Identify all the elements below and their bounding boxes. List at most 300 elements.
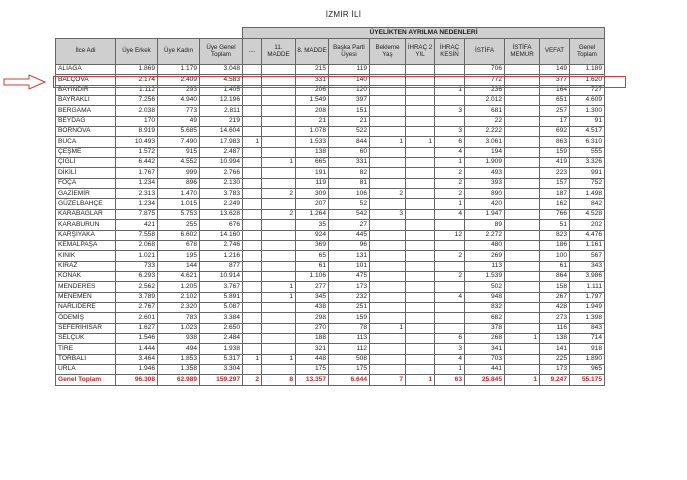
value-cell <box>406 292 435 302</box>
table-row <box>56 106 605 116</box>
value-cell: 101 <box>329 261 370 271</box>
value-cell: 1 <box>262 292 296 302</box>
value-cell <box>370 333 406 343</box>
value-cell: 6.310 <box>570 137 605 147</box>
value-cell <box>370 292 406 302</box>
value-cell: 1.853 <box>158 354 200 364</box>
value-cell: 113 <box>329 333 370 343</box>
value-cell: 773 <box>158 106 200 116</box>
value-cell: 4 <box>435 292 465 302</box>
value-cell: 6.293 <box>116 271 158 281</box>
value-cell: 191 <box>296 168 329 178</box>
value-cell: 1.909 <box>465 158 505 168</box>
value-cell <box>505 271 540 281</box>
value-cell: 3.767 <box>200 282 243 292</box>
value-cell: 173 <box>540 364 570 374</box>
value-cell <box>243 333 262 343</box>
value-cell <box>243 323 262 333</box>
value-cell <box>505 199 540 209</box>
value-cell: 714 <box>570 333 605 343</box>
value-cell: 1.111 <box>570 282 605 292</box>
table-row <box>56 354 605 364</box>
value-cell: 2 <box>435 189 465 199</box>
value-cell: 158 <box>540 282 570 292</box>
table-row <box>56 75 605 85</box>
value-cell <box>262 271 296 281</box>
value-cell: 5.317 <box>200 354 243 364</box>
value-cell: 1.405 <box>200 85 243 95</box>
value-cell: 10.493 <box>116 137 158 147</box>
value-cell: 119 <box>296 178 329 188</box>
value-cell <box>370 302 406 312</box>
value-cell: 1.264 <box>296 209 329 219</box>
value-cell: 1.949 <box>570 302 605 312</box>
value-cell <box>406 230 435 240</box>
value-cell: 1.533 <box>296 137 329 147</box>
table-row <box>56 199 605 209</box>
value-cell <box>370 85 406 95</box>
value-cell <box>262 137 296 147</box>
value-cell: 96 <box>329 240 370 250</box>
district-cell: GAZİEMİR <box>56 189 116 199</box>
value-cell: 1.189 <box>570 65 605 75</box>
value-cell <box>262 302 296 312</box>
value-cell: 844 <box>329 137 370 147</box>
value-cell: 208 <box>296 106 329 116</box>
value-cell: 1 <box>406 137 435 147</box>
value-cell: 17.983 <box>200 137 243 147</box>
value-cell: 843 <box>570 323 605 333</box>
district-cell: KARABAĞLAR <box>56 209 116 219</box>
value-cell: 948 <box>465 292 505 302</box>
value-cell: 1.539 <box>465 271 505 281</box>
district-cell: SEFERİHİSAR <box>56 323 116 333</box>
value-cell <box>505 344 540 354</box>
table-row <box>56 230 605 240</box>
value-cell: 106 <box>329 189 370 199</box>
value-cell: 223 <box>540 168 570 178</box>
value-cell <box>370 313 406 323</box>
value-cell: 331 <box>296 75 329 85</box>
value-cell: 52 <box>329 199 370 209</box>
value-cell: 2.811 <box>200 106 243 116</box>
value-cell <box>262 127 296 137</box>
table-row <box>56 178 605 188</box>
value-cell: 175 <box>329 364 370 374</box>
value-cell: 1 <box>370 137 406 147</box>
value-cell <box>243 251 262 261</box>
value-cell: 5.087 <box>200 302 243 312</box>
value-cell: 144 <box>158 261 200 271</box>
value-cell: 420 <box>465 199 505 209</box>
value-cell: 1.234 <box>116 199 158 209</box>
value-cell: 10.994 <box>200 158 243 168</box>
value-cell <box>262 96 296 106</box>
value-cell: 157 <box>540 178 570 188</box>
table-row <box>56 302 605 312</box>
value-cell: 3.789 <box>116 292 158 302</box>
value-cell: 999 <box>158 168 200 178</box>
value-cell <box>262 199 296 209</box>
value-cell: 555 <box>570 147 605 157</box>
value-cell: 13.357 <box>296 375 329 385</box>
value-cell <box>505 116 540 126</box>
value-cell: 21 <box>296 116 329 126</box>
value-cell <box>370 344 406 354</box>
value-cell <box>370 127 406 137</box>
total-row <box>56 375 605 385</box>
value-cell: 61 <box>296 261 329 271</box>
value-cell: 1.179 <box>158 65 200 75</box>
value-cell: 441 <box>465 364 505 374</box>
value-cell <box>435 220 465 230</box>
value-cell: 2 <box>262 209 296 219</box>
value-cell: 1 <box>435 199 465 209</box>
value-cell: 35 <box>296 220 329 230</box>
value-cell <box>243 302 262 312</box>
value-cell: 965 <box>570 364 605 374</box>
value-cell: 3 <box>435 344 465 354</box>
value-cell <box>370 65 406 75</box>
table-row <box>56 323 605 333</box>
value-cell: 2.130 <box>200 178 243 188</box>
value-cell: 159 <box>329 313 370 323</box>
value-cell <box>370 116 406 126</box>
value-cell: 170 <box>116 116 158 126</box>
district-cell: KİRAZ <box>56 261 116 271</box>
value-cell <box>505 220 540 230</box>
value-cell <box>406 178 435 188</box>
value-cell <box>505 240 540 250</box>
value-cell <box>243 189 262 199</box>
value-cell: 3.783 <box>200 189 243 199</box>
district-cell: BAYRAKLI <box>56 96 116 106</box>
value-cell <box>370 220 406 230</box>
value-cell <box>505 292 540 302</box>
value-cell: 4.528 <box>570 209 605 219</box>
value-cell: 4 <box>435 147 465 157</box>
column-header: İSTİFA MEMUR <box>505 39 540 65</box>
value-cell: 445 <box>329 230 370 240</box>
value-cell: 676 <box>200 220 243 230</box>
value-cell: 493 <box>465 168 505 178</box>
value-cell: 96.308 <box>116 375 158 385</box>
value-cell: 113 <box>465 261 505 271</box>
table-row <box>56 168 605 178</box>
value-cell: 173 <box>329 282 370 292</box>
value-cell: 27 <box>329 220 370 230</box>
value-cell: 1.620 <box>570 75 605 85</box>
value-cell: 682 <box>465 313 505 323</box>
column-header: Genel Toplam <box>570 39 605 65</box>
value-cell: 55.175 <box>570 375 605 385</box>
value-cell: 480 <box>465 240 505 250</box>
value-cell <box>262 168 296 178</box>
value-cell: 4.517 <box>570 127 605 137</box>
value-cell: 219 <box>200 116 243 126</box>
value-cell <box>505 127 540 137</box>
value-cell: 341 <box>465 344 505 354</box>
value-cell: 195 <box>158 251 200 261</box>
value-cell <box>406 323 435 333</box>
value-cell: 12.196 <box>200 96 243 106</box>
value-cell: 25.845 <box>465 375 505 385</box>
value-cell: 377 <box>540 75 570 85</box>
column-header: Üye Genel Toplam <box>200 39 243 65</box>
value-cell <box>406 96 435 106</box>
value-cell: 1.015 <box>158 199 200 209</box>
value-cell: 369 <box>296 240 329 250</box>
value-cell <box>243 220 262 230</box>
value-cell: 3.384 <box>200 313 243 323</box>
value-cell <box>370 96 406 106</box>
value-cell: 1 <box>435 364 465 374</box>
value-cell: 2.767 <box>116 302 158 312</box>
value-cell: 4.583 <box>200 75 243 85</box>
value-cell: 49 <box>158 116 200 126</box>
value-cell <box>262 230 296 240</box>
table-row <box>56 116 605 126</box>
value-cell: 475 <box>329 271 370 281</box>
table-row <box>56 251 605 261</box>
value-cell: 1.023 <box>158 323 200 333</box>
value-cell: 5.685 <box>158 127 200 137</box>
value-cell <box>406 364 435 374</box>
value-cell <box>505 230 540 240</box>
value-cell: 2.012 <box>465 96 505 106</box>
district-cell: BERGAMA <box>56 106 116 116</box>
value-cell: 1.946 <box>116 364 158 374</box>
value-cell: 1.205 <box>158 282 200 292</box>
value-cell: 17 <box>540 116 570 126</box>
value-cell: 1 <box>406 375 435 385</box>
value-cell: 2.601 <box>116 313 158 323</box>
value-cell: 1.234 <box>116 178 158 188</box>
value-cell: 393 <box>465 178 505 188</box>
value-cell: 3.986 <box>570 271 605 281</box>
value-cell <box>243 65 262 75</box>
value-cell: 1.767 <box>116 168 158 178</box>
value-cell: 62.989 <box>158 375 200 385</box>
value-cell: 1.572 <box>116 147 158 157</box>
value-cell: 1 <box>262 158 296 168</box>
column-header: .... <box>243 39 262 65</box>
value-cell: 2.409 <box>158 75 200 85</box>
value-cell: 991 <box>570 168 605 178</box>
value-cell <box>505 147 540 157</box>
value-cell <box>406 313 435 323</box>
value-cell: 298 <box>296 313 329 323</box>
value-cell <box>262 178 296 188</box>
value-cell: 2.650 <box>200 323 243 333</box>
column-header: Üye Kadın <box>158 39 200 65</box>
value-cell <box>505 261 540 271</box>
value-cell: 2.222 <box>465 127 505 137</box>
value-cell <box>406 240 435 250</box>
value-cell: 915 <box>158 147 200 157</box>
value-cell: 397 <box>329 96 370 106</box>
value-cell: 2.272 <box>465 230 505 240</box>
value-cell: 864 <box>540 271 570 281</box>
value-cell: 273 <box>540 313 570 323</box>
value-cell <box>505 65 540 75</box>
value-cell <box>262 323 296 333</box>
value-cell <box>262 116 296 126</box>
district-cell: KONAK <box>56 271 116 281</box>
value-cell <box>243 127 262 137</box>
value-cell: 21 <box>329 116 370 126</box>
column-header: İHRAÇ 2 YIL <box>406 39 435 65</box>
value-cell: 1.549 <box>296 96 329 106</box>
value-cell: 832 <box>465 302 505 312</box>
value-cell <box>406 158 435 168</box>
value-cell: 141 <box>540 344 570 354</box>
value-cell: 752 <box>570 178 605 188</box>
value-cell: 119 <box>329 65 370 75</box>
value-cell <box>406 302 435 312</box>
value-cell <box>262 313 296 323</box>
value-cell: 567 <box>570 251 605 261</box>
value-cell: 8.919 <box>116 127 158 137</box>
value-cell <box>435 116 465 126</box>
value-cell: 151 <box>329 106 370 116</box>
value-cell: 206 <box>296 85 329 95</box>
value-cell <box>262 106 296 116</box>
value-cell: 6.644 <box>329 375 370 385</box>
arrow-pointer-icon <box>3 73 47 91</box>
value-cell: 81 <box>329 178 370 188</box>
value-cell: 890 <box>465 189 505 199</box>
value-cell <box>243 209 262 219</box>
value-cell: 1.498 <box>570 189 605 199</box>
value-cell <box>243 364 262 374</box>
table-row <box>56 344 605 354</box>
value-cell: 91 <box>570 116 605 126</box>
value-cell: 823 <box>540 230 570 240</box>
value-cell: 1.300 <box>570 106 605 116</box>
value-cell: 4.609 <box>570 96 605 106</box>
value-cell: 331 <box>329 158 370 168</box>
table-container <box>55 27 605 386</box>
value-cell: 1.112 <box>116 85 158 95</box>
district-cell: MENEMEN <box>56 292 116 302</box>
value-cell: 1.546 <box>116 333 158 343</box>
value-cell <box>370 178 406 188</box>
value-cell <box>505 354 540 364</box>
value-cell <box>435 323 465 333</box>
value-cell <box>262 147 296 157</box>
value-cell: 7 <box>370 375 406 385</box>
value-cell: 2 <box>435 178 465 188</box>
value-cell: 783 <box>158 313 200 323</box>
table-row <box>56 147 605 157</box>
value-cell <box>505 85 540 95</box>
value-cell: 877 <box>200 261 243 271</box>
value-cell: 255 <box>158 220 200 230</box>
value-cell <box>370 282 406 292</box>
value-cell: 1.078 <box>296 127 329 137</box>
value-cell <box>505 96 540 106</box>
value-cell: 269 <box>465 251 505 261</box>
table-row <box>56 220 605 230</box>
value-cell: 4 <box>435 209 465 219</box>
value-cell: 421 <box>116 220 158 230</box>
district-cell: ALIAĞA <box>56 65 116 75</box>
value-cell: 2.746 <box>200 240 243 250</box>
value-cell <box>243 96 262 106</box>
value-cell: 938 <box>158 333 200 343</box>
value-cell <box>435 96 465 106</box>
value-cell: 1 <box>243 354 262 364</box>
value-cell: 2.038 <box>116 106 158 116</box>
value-cell: 428 <box>540 302 570 312</box>
value-cell: 3.061 <box>465 137 505 147</box>
value-cell <box>262 333 296 343</box>
value-cell <box>505 106 540 116</box>
value-cell <box>435 302 465 312</box>
value-cell <box>435 65 465 75</box>
value-cell: 2.068 <box>116 240 158 250</box>
value-cell: 251 <box>329 302 370 312</box>
value-cell: 1.938 <box>200 344 243 354</box>
value-cell <box>505 364 540 374</box>
value-cell: 7.490 <box>158 137 200 147</box>
table-row <box>56 364 605 374</box>
value-cell <box>262 261 296 271</box>
value-cell: 207 <box>296 199 329 209</box>
value-cell: 6 <box>435 137 465 147</box>
value-cell <box>406 354 435 364</box>
district-cell: SELÇUK <box>56 333 116 343</box>
value-cell: 13.628 <box>200 209 243 219</box>
table-row <box>56 292 605 302</box>
value-cell: 61 <box>540 261 570 271</box>
value-cell <box>243 168 262 178</box>
district-cell: Genel Toplam <box>56 375 116 385</box>
value-cell: 706 <box>465 65 505 75</box>
value-cell <box>243 282 262 292</box>
district-cell: URLA <box>56 364 116 374</box>
value-cell: 8 <box>262 375 296 385</box>
district-cell: KARŞIYAKA <box>56 230 116 240</box>
column-header: İlce Adi <box>56 39 116 65</box>
district-cell: ÖDEMİŞ <box>56 313 116 323</box>
value-cell <box>370 251 406 261</box>
value-cell <box>505 189 540 199</box>
value-cell: 3.326 <box>570 158 605 168</box>
value-cell <box>370 271 406 281</box>
value-cell: 343 <box>570 261 605 271</box>
value-cell: 159 <box>540 147 570 157</box>
value-cell <box>262 251 296 261</box>
value-cell <box>243 230 262 240</box>
value-cell <box>370 230 406 240</box>
value-cell <box>406 75 435 85</box>
value-cell <box>505 178 540 188</box>
value-cell: 5.891 <box>200 292 243 302</box>
value-cell: 6.442 <box>116 158 158 168</box>
value-cell: 112 <box>329 344 370 354</box>
column-header: 8. MADDE <box>296 39 329 65</box>
value-cell: 225 <box>540 354 570 364</box>
value-cell <box>243 199 262 209</box>
column-header: 11. MADDE <box>262 39 296 65</box>
district-cell: BEYDAĞ <box>56 116 116 126</box>
value-cell: 1.444 <box>116 344 158 354</box>
district-cell: MENDERES <box>56 282 116 292</box>
value-cell: 3 <box>435 106 465 116</box>
value-cell: 3 <box>370 209 406 219</box>
